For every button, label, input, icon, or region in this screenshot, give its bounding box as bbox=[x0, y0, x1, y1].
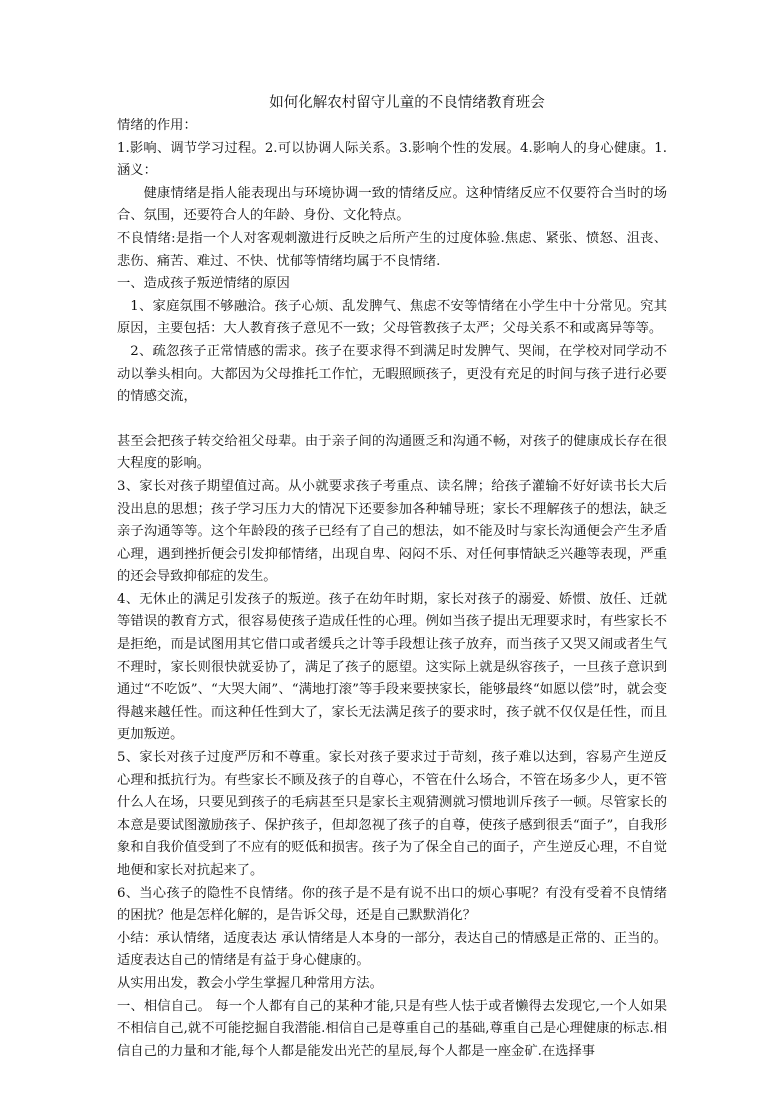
paragraph-cause-5: 5、家长对孩子过度严厉和不尊重。家长对孩子要求过于苛刻，孩子难以达到，容易产生逆反心理和抵抗行为。有些家长不顾及孩子的自尊心，不管在什么场合，不管在场多少人，更不管什么人在场，只要见到孩子的毛病甚至只是家长主观猜测就习惯地训斥孩子一顿。尽管家长的本意是要试图激励孩子、保护孩子，但却忽视了孩子的自尊，使孩子感到很丢“面子”，自我形象和自我价值受到了不应有的贬低和损害。孩子为了保全自己的面子，产生逆反心理，不自觉地便和家长对抗起来了。 bbox=[117, 750, 667, 878]
paragraph-cause-4: 4、无休止的满足引发孩子的叛逆。孩子在幼年时期，家长对孩子的溺爱、娇惯、放任、迁就等错误的教育方式，很容易使孩子造成任性的心理。例如当孩子提出无理要求时，有些家长不是拒绝，而是试图用其它借口或者缓兵之计等手段想让孩子放弃，而当孩子又哭又闹或者生气不理时，家长则很快就妥协了，满足了孩子的愿望。这实际上就是纵容孩子，一旦孩子意识到通过“不吃饭”、“大哭大闹”、“满地打滚”等手段来要挟家长，能够最终“如愿以偿”时，就会变得越来越任性。而这种任性到大了，家长无法满足孩子的要求时，孩子就不仅仅是任性，而且更加叛逆。 bbox=[117, 591, 667, 743]
paragraph-emotion-effects: 1.影响、调节学习过程。2.可以协调人际关系。3.影响个性的发展。4.影响人的身心健康。1.涵义： bbox=[117, 140, 667, 179]
paragraph-summary: 小结：承认情绪，适度表达 承认情绪是人本身的一部分，表达自己的情感是正常的、正当的。 适度表达自己的情绪是有益于身心健康的。 bbox=[117, 930, 667, 969]
paragraph-cause-2-continued: 甚至会把孩子转交给祖父母辈。由于亲子间的沟通匮乏和沟通不畅，对孩子的健康成长存在很大程度的影响。 bbox=[117, 433, 667, 472]
paragraph-cause-1: 1、家庭氛围不够融洽。孩子心烦、乱发脾气、焦虑不安等情绪在小学生中十分常见。究其原因，主要包括：大人教育孩子意见不一致；父母管教孩子太严；父母关系不和或离异等等。 bbox=[117, 298, 667, 337]
paragraph-method-1: 一、相信自己。 每一个人都有自己的某种才能,只是有些人怯于或者懒得去发现它,一个人如果不相信自己,就不可能挖掘自我潜能.相信自己是尊重自己的基础,尊重自己是心理健康的标志.相信自己的力量和才能,每个人都是能发出光芒的星辰,每个人都是一座金矿.在选择事 bbox=[117, 998, 667, 1059]
document-title: 如何化解农村留守儿童的不良情绪教育班会 bbox=[269, 95, 545, 111]
paragraph-healthy-emotion: 健康情绪是指人能表现出与环境协调一致的情绪反应。这种情绪反应不仅要符合当时的场合、氛围，还要符合人的年龄、身份、文化特点。 bbox=[117, 185, 667, 224]
paragraph-methods-intro: 从实用出发，教会小学生掌握几种常用方法。 bbox=[117, 975, 383, 991]
blank-line bbox=[117, 409, 667, 431]
document-body bbox=[117, 92, 667, 1063]
paragraph-cause-3: 3、家长对孩子期望值过高。从小就要求孩子考重点、读名牌；给孩子灌输不好好读书长大后没出息的思想；孩子学习压力大的情况下还要参加各种辅导班；家长不理解孩子的想法，缺乏亲子沟通等等。这个年龄段的孩子已经有了自己的想法，如不能及时与家长沟通便会产生矛盾心理，遇到挫折便会引发抑郁情绪，出现自卑、闷闷不乐、对任何事情缺乏兴趣等表现，严重的还会导致抑郁症的发生。 bbox=[117, 478, 667, 585]
paragraph-heading-emotion-role: 情绪的作用： bbox=[117, 118, 197, 133]
paragraph-cause-6: 6、当心孩子的隐性不良情绪。你的孩子是不是有说不出口的烦心事呢？有没有受着不良情绪的困扰？他是怎样化解的，是告诉父母，还是自己默默消化？ bbox=[117, 885, 667, 924]
paragraph-cause-2: 2、疏忽孩子正常情感的需求。孩子在要求得不到满足时发脾气、哭闹，在学校对同学动不动以拳头相向。大都因为父母推托工作忙，无暇照顾孩子，更没有充足的时间与孩子进行必要的情感交流， bbox=[117, 343, 667, 405]
section-heading-causes: 一、造成孩子叛逆情绪的原因 bbox=[117, 276, 290, 292]
paragraph-bad-emotion: 不良情绪:是指一个人对客观刺激进行反映之后所产生的过度体验.焦虑、紧张、愤怒、沮丧、悲伤、痛苦、难过、不快、忧郁等情绪均属于不良情绪. bbox=[117, 230, 667, 269]
